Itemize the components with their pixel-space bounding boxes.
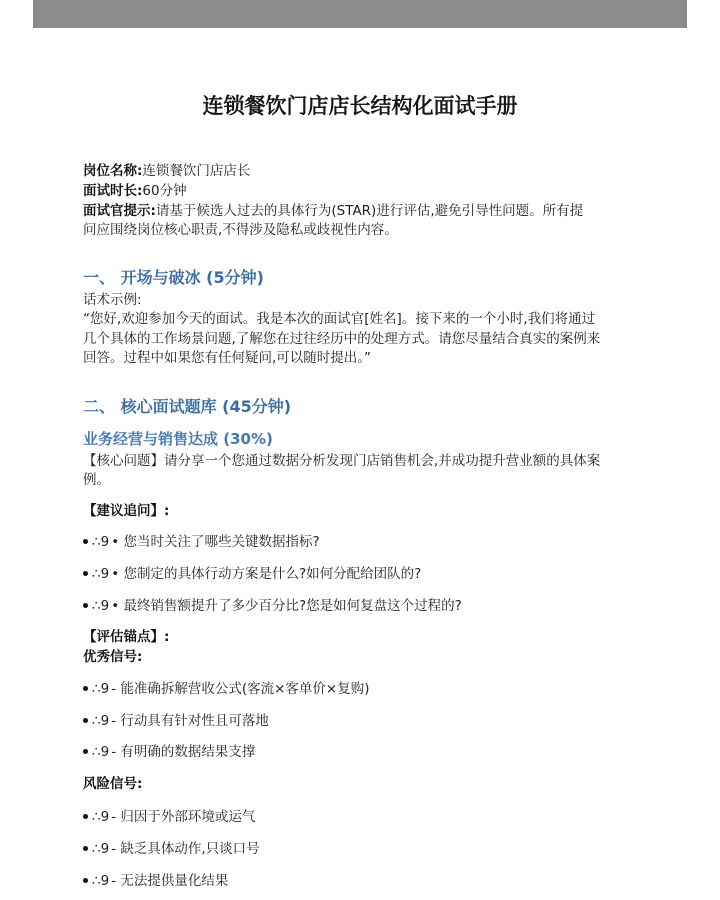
meta-position-label: 岗位名称: (83, 163, 143, 179)
meta-hint (83, 202, 583, 221)
meta-hint-line2: 问应围绕岗位核心职责,不得涉及隐私或歧视性内容。 (83, 222, 398, 238)
list-marker: ∴9 (92, 598, 110, 614)
list-marker: ∴9 (92, 841, 110, 857)
followup-label: 【建议追问】: (83, 503, 170, 519)
bullet-dot-icon (83, 603, 88, 608)
followup-item (83, 533, 320, 552)
followup-text: • 您制定的具体行动方案是什么?如何分配给团队的? (111, 566, 422, 582)
good-signal-label: 优秀信号: (83, 649, 143, 665)
list-marker: ∴9 (92, 534, 110, 550)
meta-position (83, 162, 250, 181)
section-heading-opening: 一、 开场与破冰 (5分钟) (83, 268, 264, 287)
list-marker: ∴9 (92, 713, 110, 729)
list-marker: ∴9 (92, 873, 110, 889)
good-signal-text: - 能准确拆解营收公式(客流×客单价×复购) (111, 681, 370, 697)
script-line-3: 回答。过程中如果您有任何疑问,可以随时提出。” (83, 350, 372, 366)
risk-signal-text: - 缺乏具体动作,只谈口号 (111, 841, 260, 857)
risk-signal-item (83, 808, 255, 827)
good-signal-text: - 行动具有针对性且可落地 (111, 713, 269, 729)
risk-signal-item (83, 872, 228, 891)
followup-item (83, 565, 421, 584)
good-signal-item (83, 743, 255, 762)
core-question-line-1: 【核心问题】请分享一个您通过数据分析发现门店销售机会,并成功提升营业额的具体案 (83, 453, 601, 469)
bullet-dot-icon (83, 718, 88, 723)
bullet-dot-icon (83, 539, 88, 544)
list-marker: ∴9 (92, 566, 110, 582)
meta-position-value: 连锁餐饮门店店长 (142, 163, 251, 179)
list-marker: ∴9 (92, 809, 110, 825)
meta-duration-value: 60分钟 (142, 183, 187, 199)
viewer-top-bar (33, 0, 687, 28)
anchor-label: 【评估锚点】: (83, 629, 170, 645)
section-heading-question-bank: 二、 核心面试题库 (45分钟) (83, 397, 292, 416)
subsection-heading-business: 业务经营与销售达成 (30%) (83, 430, 273, 448)
meta-duration-label: 面试时长: (83, 183, 143, 199)
document-title: 连锁餐饮门店店长结构化面试手册 (202, 94, 518, 118)
list-marker: ∴9 (92, 681, 110, 697)
risk-signal-label: 风险信号: (83, 776, 143, 792)
bullet-dot-icon (83, 571, 88, 576)
followup-text: • 您当时关注了哪些关键数据指标? (111, 534, 320, 550)
risk-signal-item (83, 840, 260, 859)
meta-hint-label: 面试官提示: (83, 203, 156, 219)
risk-signal-text: - 无法提供量化结果 (111, 873, 229, 889)
followup-item (83, 597, 462, 616)
bullet-dot-icon (83, 814, 88, 819)
list-marker: ∴9 (92, 744, 110, 760)
bullet-dot-icon (83, 686, 88, 691)
core-question-line-2: 例。 (83, 472, 110, 488)
good-signal-text: - 有明确的数据结果支撑 (111, 744, 256, 760)
script-line-2: 几个具体的工作场景问题,了解您在过往经历中的处理方式。请您尽量结合真实的案例来 (83, 331, 601, 347)
bullet-dot-icon (83, 846, 88, 851)
good-signal-item (83, 680, 370, 699)
script-line-1: “您好,欢迎参加今天的面试。我是本次的面试官[姓名]。接下来的一个小时,我们将通过 (83, 311, 596, 327)
risk-signal-text: - 归因于外部环境或运气 (111, 809, 256, 825)
good-signal-item (83, 712, 269, 731)
bullet-dot-icon (83, 749, 88, 754)
script-label: 话术示例: (83, 292, 142, 308)
followup-text: • 最终销售额提升了多少百分比?您是如何复盘这个过程的? (111, 598, 462, 614)
bullet-dot-icon (83, 878, 88, 883)
meta-duration (83, 182, 187, 201)
meta-hint-value-line1: 请基于候选人过去的具体行为(STAR)进行评估,避免引导性问题。所有提 (155, 203, 584, 219)
